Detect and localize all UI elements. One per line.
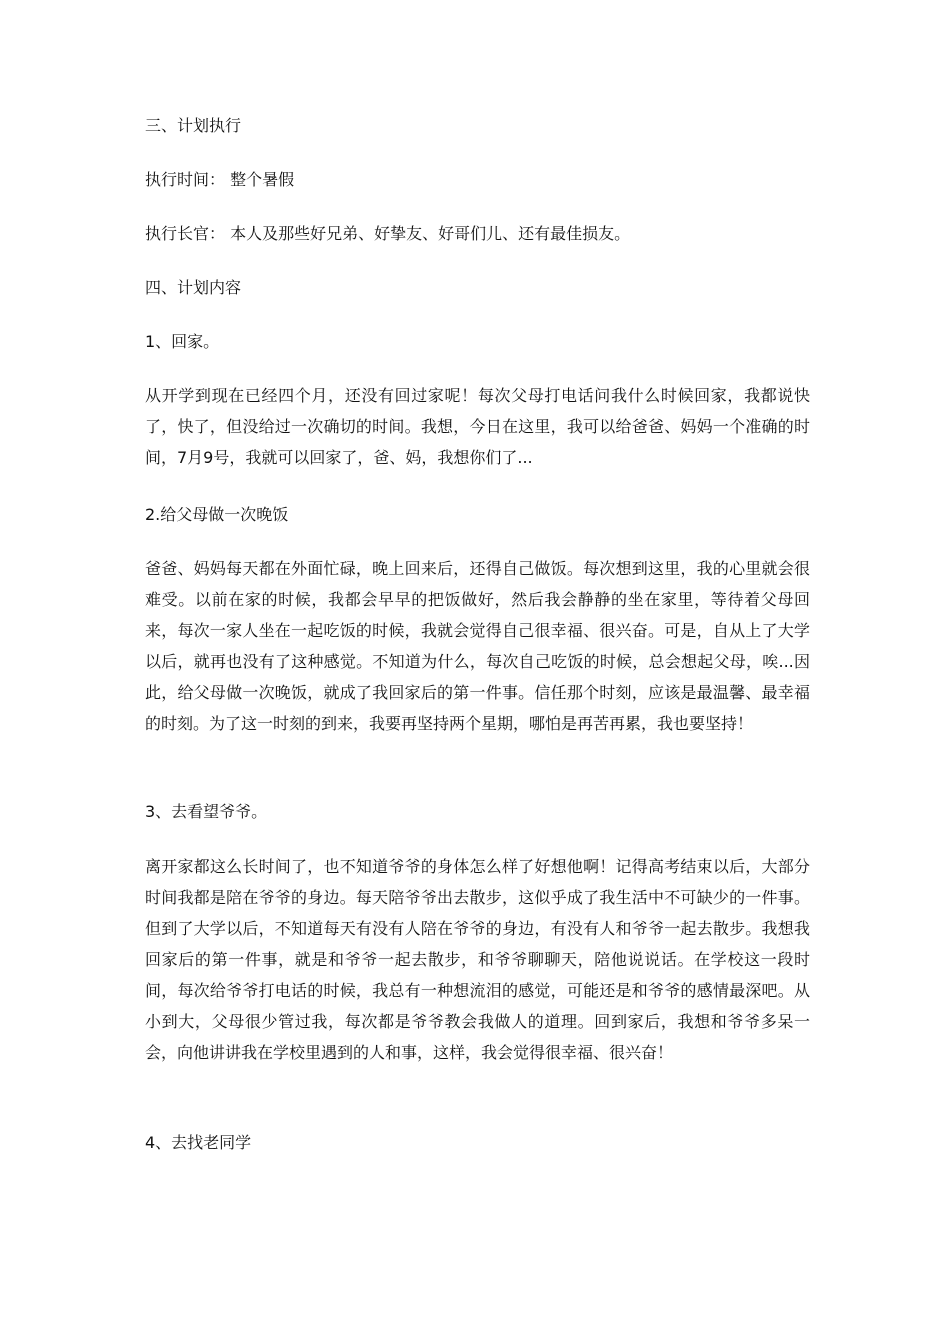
item-4-heading: 4、去找老同学 [145,1133,252,1152]
execution-time-line: 执行时间： 整个暑假 [145,170,295,189]
item-1-paragraph: 从开学到现在已经四个月，还没有回过家呢！每次父母打电话问我什么时候回家，我都说快了，快了，但没给过一次确切的时间。我想，今日在这里，我可以给爸爸、妈妈一个准确的时间，7月9号，我就可以回家了，爸、妈，我想你们了... [145,386,810,467]
item-1-heading: 1、回家。 [145,332,220,351]
section-4-heading: 四、计划内容 [145,278,242,297]
execution-officer-line: 执行长官： 本人及那些好兄弟、好挚友、好哥们儿、还有最佳损友。 [145,224,631,243]
item-2-paragraph: 爸爸、妈妈每天都在外面忙碌，晚上回来后，还得自己做饭。每次想到这里，我的心里就会很难受。以前在家的时候，我都会早早的把饭做好，然后我会静静的坐在家里，等待着父母回来，每次一家人坐在一起吃饭的时候，我就会觉得自己很幸福、很兴奋。可是，自从上了大学以后，就再也没有了这种感觉。不知道为什么，每次自己吃饭的时候，总会想起父母，唉...因此，给父母做一次晚饭，就成了我回家后的第一件事。信任那个时刻，应该是最温馨、最幸福的时刻。为了这一时刻的到来，我要再坚持两个星期，哪怕是再苦再累，我也要坚持！ [145,559,810,733]
item-2-heading: 2.给父母做一次晚饭 [145,505,289,524]
item-3-heading: 3、去看望爷爷。 [145,802,268,821]
section-3-heading: 三、计划执行 [145,116,242,135]
item-3-paragraph: 离开家都这么长时间了，也不知道爷爷的身体怎么样了好想他啊！记得高考结束以后，大部分时间我都是陪在爷爷的身边。每天陪爷爷出去散步，这似乎成了我生活中不可缺少的一件事。但到了大学以后，不知道每天有没有人陪在爷爷的身边，有没有人和爷爷一起去散步。我想我回家后的第一件事，就是和爷爷一起去散步，和爷爷聊聊天，陪他说说话。在学校这一段时间，每次给爷爷打电话的时候，我总有一种想流泪的感觉，可能还是和爷爷的感情最深吧。从小到大，父母很少管过我，每次都是爷爷教会我做人的道理。回到家后，我想和爷爷多呆一会，向他讲讲我在学校里遇到的人和事，这样，我会觉得很幸福、很兴奋！ [145,857,810,1062]
